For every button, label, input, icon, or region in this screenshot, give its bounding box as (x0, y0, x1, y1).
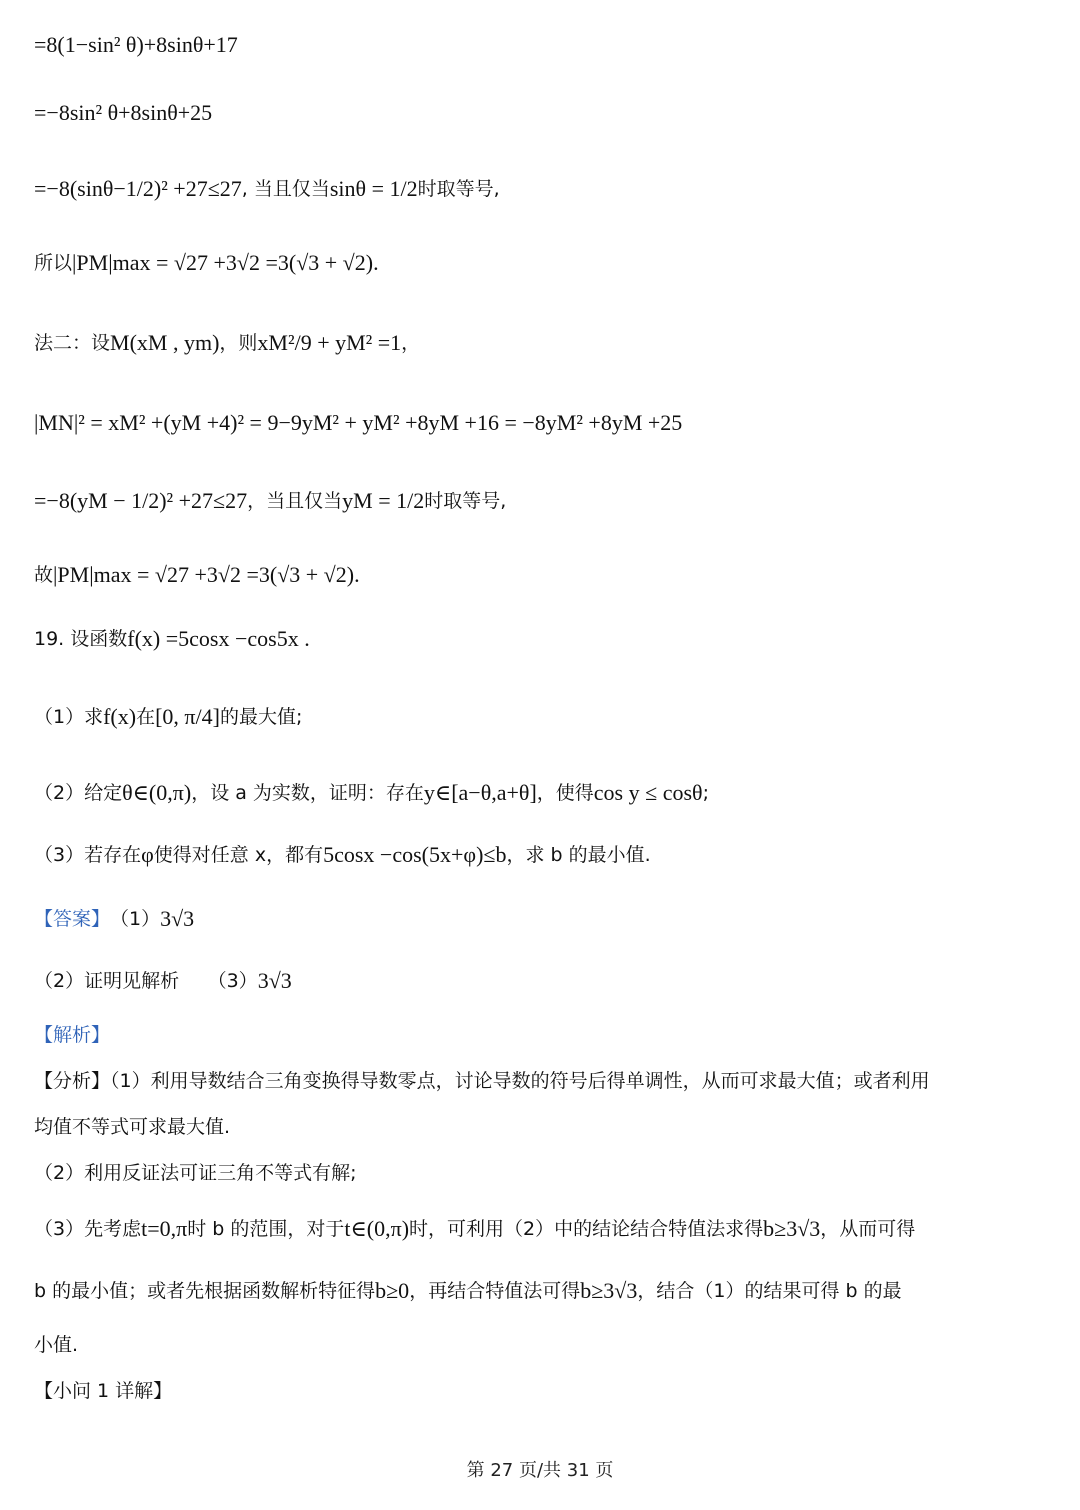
text-l5-4: ， (401, 331, 421, 354)
formula-l11-5: cos y ≤ cosθ (593, 780, 703, 805)
formula-l4-1: |PM|max = √27 +3√2 =3(√3 + √2). (72, 250, 379, 275)
text-l18-0: （2）利用反证法可证三角不等式有解; (34, 1162, 357, 1184)
formula-l13-2: 3√3 (160, 906, 195, 931)
formula-l8-1: |PM|max = √27 +3√2 =3(√3 + √2). (53, 562, 360, 587)
text-line-l5 (34, 330, 1046, 356)
formula-l5-3: xM²/9 + yM² =1 (257, 330, 402, 355)
text-l9-0: 19. 设函数 (34, 627, 128, 650)
text-l10-0: （1）求 (34, 705, 104, 728)
text-line-l10 (34, 704, 1046, 730)
text-l3-3: 时取等号, (417, 177, 500, 200)
text-l19-6: ，从而可得 (820, 1217, 916, 1240)
text-line-l17 (34, 1116, 1046, 1139)
text-line-l13 (34, 906, 1046, 932)
formula-l7-0: =−8(yM − 1/2)² +27≤27 (34, 488, 248, 513)
text-l21-0: 小值. (34, 1334, 79, 1356)
text-l22-0: 【小问 1 详解】 (34, 1380, 173, 1402)
text-line-l14 (34, 968, 1046, 994)
text-l16-0: 【分析】（1）利用导数结合三角变换得导数零点，讨论导数的符号后得单调性，从而可求最大值；或者利用 (34, 1070, 930, 1092)
text-l10-4: 的最大值; (219, 705, 303, 728)
formula-l10-3: [0, π/4] (155, 704, 220, 729)
text-l13-1: （1） (110, 907, 161, 930)
text-line-l1 (34, 32, 1046, 58)
formula-l7-2: yM = 1/2 (342, 488, 425, 513)
formula-l6-0: |MN|² = xM² +(yM +4)² = 9−9yM² + yM² +8yM +16 = −8yM² +8yM +25 (34, 410, 683, 435)
text-l20-4: ，结合（1）的结果可得 b 的最 (637, 1279, 902, 1302)
text-line-l6 (34, 410, 1046, 436)
text-line-l22 (34, 1380, 1046, 1403)
text-l4-0: 所以 (34, 251, 73, 274)
text-l17-0: 均值不等式可求最大值. (34, 1116, 231, 1138)
formula-l3-2: sinθ = 1/2 (329, 176, 418, 201)
formula-l20-1: b≥0 (375, 1278, 410, 1303)
text-line-l9 (34, 626, 1046, 652)
formula-l11-3: y∈[a−θ,a+θ] (423, 780, 537, 805)
formula-l20-3: b≥3√3 (580, 1278, 638, 1303)
text-l11-4: ，使得 (536, 781, 594, 804)
page-footer: 第 27 页/共 31 页 (466, 1460, 614, 1481)
formula-l2-0: =−8sin² θ+8sinθ+25 (34, 100, 213, 125)
formula-l19-3: t∈(0,π) (344, 1216, 410, 1241)
section-label-l13-0: 【答案】 (34, 907, 111, 930)
text-l7-3: 时取等号, (424, 489, 507, 512)
text-line-l19 (34, 1216, 1046, 1242)
text-l11-0: （2）给定 (34, 781, 123, 804)
formula-l3-0: =−8(sinθ−1/2)² +27≤27 (34, 176, 242, 201)
text-line-l7 (34, 488, 1046, 514)
text-l19-0: （3）先考虑 (34, 1217, 142, 1240)
text-l20-2: ，再结合特值法可得 (409, 1279, 581, 1302)
formula-l12-1: φ (141, 842, 154, 867)
formula-l5-1: M(xM , ym) (110, 330, 220, 355)
text-l19-2: 时 b 的范围，对于 (187, 1217, 345, 1240)
text-line-l11 (34, 780, 1046, 806)
text-l8-0: 故 (34, 563, 54, 586)
text-line-l3 (34, 176, 1046, 202)
text-line-l4 (34, 250, 1046, 276)
text-line-l15 (34, 1024, 1046, 1047)
text-l12-4: ，求 b 的最小值. (506, 843, 651, 866)
text-l12-0: （3）若存在 (34, 843, 142, 866)
formula-l19-5: b≥3√3 (763, 1216, 821, 1241)
formula-l10-1: f(x) (103, 704, 137, 729)
text-line-l20 (34, 1278, 1046, 1304)
text-l11-6: ; (702, 781, 709, 804)
formula-l19-1: t=0,π (141, 1216, 188, 1241)
text-l3-1: , 当且仅当 (241, 177, 330, 200)
text-l19-4: 时，可利用（2）中的结论结合特值法求得 (409, 1217, 764, 1240)
text-line-l21 (34, 1334, 1046, 1357)
formula-l9-1: f(x) =5cosx −cos5x . (127, 626, 310, 651)
text-l12-2: 使得对任意 x，都有 (153, 843, 324, 866)
text-l11-2: ，设 a 为实数，证明：存在 (191, 781, 424, 804)
text-line-l8 (34, 562, 1046, 588)
text-l5-0: 法二：设 (34, 331, 111, 354)
formula-l12-3: 5cosx −cos(5x+φ)≤b (323, 842, 507, 867)
text-line-l16 (34, 1070, 1046, 1093)
text-l7-1: ，当且仅当 (247, 489, 343, 512)
text-line-l18 (34, 1162, 1046, 1185)
text-l10-2: 在 (136, 705, 156, 728)
section-label-l15-0: 【解析】 (34, 1024, 111, 1046)
text-l5-2: ，则 (219, 331, 258, 354)
formula-l11-1: θ∈(0,π) (122, 780, 192, 805)
formula-l1-0: =8(1−sin² θ)+8sinθ+17 (34, 32, 238, 57)
text-l20-0: b 的最小值；或者先根据函数解析特征得 (34, 1279, 376, 1302)
text-l14-0: （2）证明见解析 （3） (34, 969, 258, 992)
text-line-l12 (34, 842, 1046, 868)
formula-l14-1: 3√3 (257, 968, 292, 993)
text-line-l2 (34, 100, 1046, 126)
